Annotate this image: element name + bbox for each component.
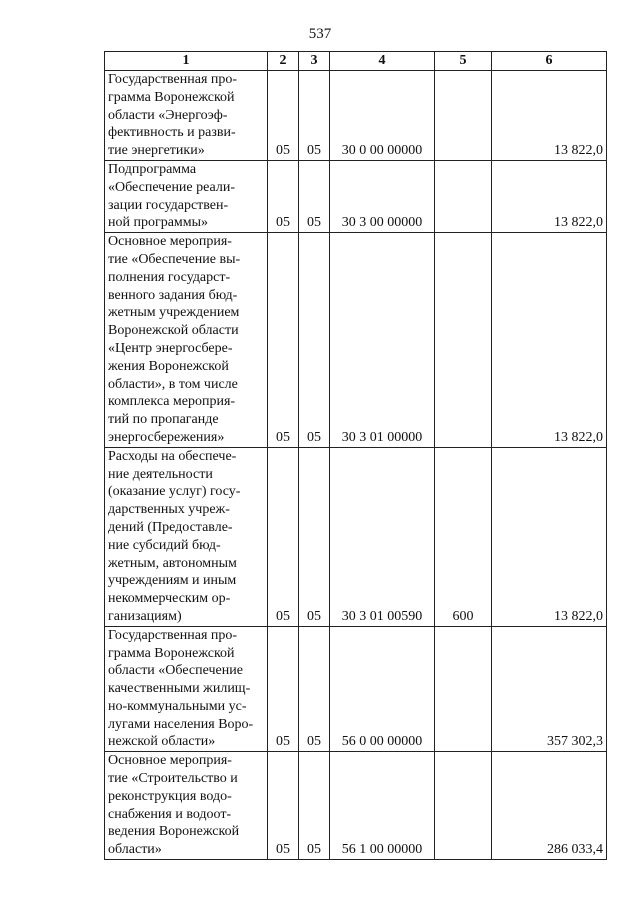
row-expense-type xyxy=(435,626,492,752)
row-subsection: 05 xyxy=(299,71,330,161)
row-section: 05 xyxy=(268,752,299,860)
table-row xyxy=(105,160,607,232)
row-amount: 13 822,0 xyxy=(492,71,607,161)
row-subsection: 05 xyxy=(299,233,330,448)
row-name: Основное мероприя- тие «Обеспечение вы- полнения государст- венного задания бюд- жетным учреждением Воронежской области «Центр энергосбере- жения Воронежской области», в том числе комплекса мероприя- тий по пропаганде энергосбережения» xyxy=(105,233,268,448)
row-subsection: 05 xyxy=(299,447,330,626)
row-name: Государственная про- грамма Воронежской области «Энергоэф- фективность и разви- тие энергетики» xyxy=(105,71,268,161)
row-subsection: 05 xyxy=(299,160,330,232)
row-target-code: 30 3 01 00000 xyxy=(330,233,435,448)
row-target-code: 56 0 00 00000 xyxy=(330,626,435,752)
row-target-code: 56 1 00 00000 xyxy=(330,752,435,860)
column-header-6: 6 xyxy=(492,52,607,71)
table-row xyxy=(105,447,607,626)
row-name: Подпрограмма «Обеспечение реали- зации государствен- ной программы» xyxy=(105,160,268,232)
row-target-code: 30 0 00 00000 xyxy=(330,71,435,161)
row-amount: 13 822,0 xyxy=(492,447,607,626)
row-name: Расходы на обеспече- ние деятельности (оказание услуг) госу- дарственных учреж- дений (Предоставле- ние субсидий бюд- жетным, автономным учреждениям и иным некоммерческим ор- ганизациям) xyxy=(105,447,268,626)
row-subsection: 05 xyxy=(299,752,330,860)
row-expense-type xyxy=(435,160,492,232)
row-section: 05 xyxy=(268,71,299,161)
row-amount: 13 822,0 xyxy=(492,160,607,232)
column-header-3: 3 xyxy=(299,52,330,71)
row-section: 05 xyxy=(268,160,299,232)
budget-table xyxy=(104,51,607,860)
row-expense-type xyxy=(435,752,492,860)
row-amount: 13 822,0 xyxy=(492,233,607,448)
row-name: Государственная про- грамма Воронежской области «Обеспечение качественными жилищ- но-коммунальными ус- лугами населения Воро- нежской области» xyxy=(105,626,268,752)
row-target-code: 30 3 01 00590 xyxy=(330,447,435,626)
page-number: 537 xyxy=(308,26,332,42)
table-row xyxy=(105,71,607,161)
table-row xyxy=(105,233,607,448)
table-row xyxy=(105,626,607,752)
row-section: 05 xyxy=(268,626,299,752)
row-expense-type: 600 xyxy=(435,447,492,626)
row-section: 05 xyxy=(268,447,299,626)
row-expense-type xyxy=(435,71,492,161)
column-header-5: 5 xyxy=(435,52,492,71)
row-name: Основное мероприя- тие «Строительство и реконструкция водо- снабжения и водоот- ведения Воронежской области» xyxy=(105,752,268,860)
row-subsection: 05 xyxy=(299,626,330,752)
column-header-2: 2 xyxy=(268,52,299,71)
row-expense-type xyxy=(435,233,492,448)
row-target-code: 30 3 00 00000 xyxy=(330,160,435,232)
row-amount: 357 302,3 xyxy=(492,626,607,752)
table-header-row xyxy=(105,52,607,71)
column-header-1: 1 xyxy=(105,52,268,71)
column-header-4: 4 xyxy=(330,52,435,71)
row-amount: 286 033,4 xyxy=(492,752,607,860)
row-section: 05 xyxy=(268,233,299,448)
table-row xyxy=(105,752,607,860)
